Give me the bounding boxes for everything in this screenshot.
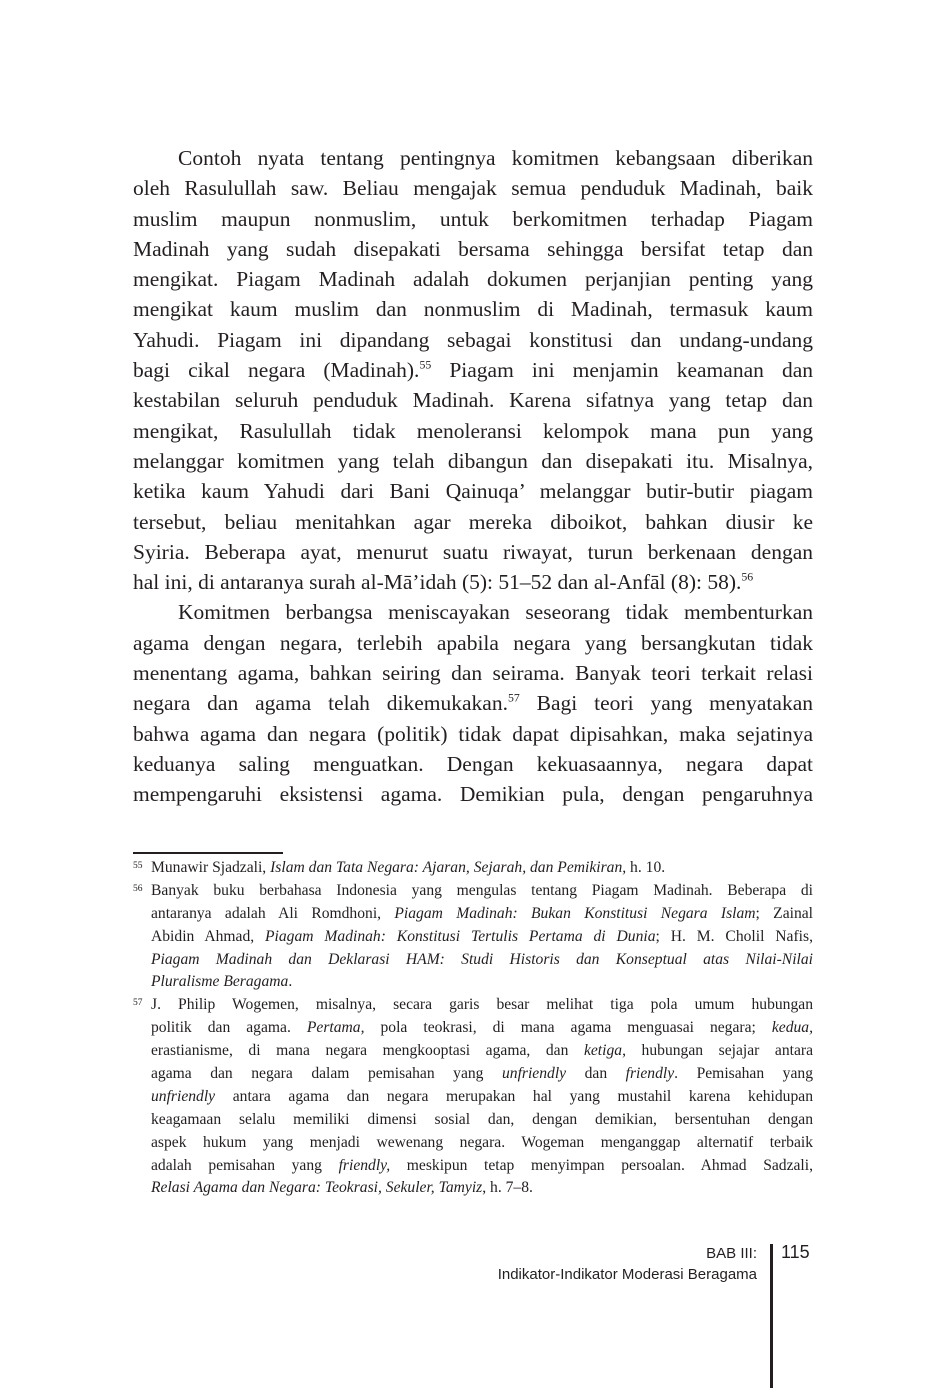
italic-title: friendly,	[338, 1156, 391, 1174]
text-run: oleh Rasulullah saw. Beliau mengajak semua penduduk Madinah, baik	[133, 176, 813, 201]
text-line	[151, 903, 813, 926]
text-run: ; H. M. Cholil Nafis,	[655, 927, 813, 945]
text-line	[151, 880, 813, 903]
footnotes	[133, 857, 813, 1200]
text-run: melanggar komitmen yang telah dibangun dan disepakati itu. Misalnya,	[133, 448, 813, 473]
text-line	[151, 1177, 813, 1200]
text-run: keduanya saling menguatkan. Dengan kekuasaannya, negara dapat	[133, 751, 813, 776]
italic-title: Piagam Madinah: Konstitusi Tertulis Pertama di Dunia	[265, 927, 656, 945]
text-run: Banyak buku berbahasa Indonesia yang mengulas tentang Piagam Madinah. Beberapa di	[151, 881, 813, 899]
text-run: Bagi teori yang menyatakan	[519, 691, 813, 716]
text-run: hal ini, di antaranya surah al-Mā’idah (5): 51–52 dan al-Anfāl (8): 58).	[133, 570, 742, 595]
footnote-reference: 55	[419, 357, 432, 372]
text-run: agama dengan negara, terlebih apabila negara yang bersangkutan tidak	[133, 630, 813, 655]
text-run: Madinah yang sudah disepakati bersama sehingga bersifat tetap dan	[133, 236, 813, 261]
footnote	[133, 994, 813, 1200]
text-run: mengikat. Piagam Madinah adalah dokumen perjanjian penting yang	[133, 267, 813, 292]
body-text	[133, 143, 813, 810]
text-line	[133, 688, 813, 718]
text-run: .	[288, 973, 293, 991]
text-run: , h. 7–8.	[482, 1179, 533, 1197]
page-number: 115	[781, 1242, 810, 1262]
text-run: keagamaan selalu memiliki dimensi sosial dan, dengan demikian, bersentuhan dengan	[151, 1110, 813, 1128]
text-run: , hubungan sejajar antara	[622, 1042, 814, 1060]
text-line	[133, 719, 813, 749]
footnote-reference: 56	[741, 569, 754, 584]
text-line	[133, 355, 813, 385]
text-run: Contoh nyata tentang pentingnya komitmen kebangsaan diberikan	[178, 146, 813, 170]
text-line	[151, 1155, 813, 1178]
text-run: mengikat, Rasulullah tidak menoleransi kelompok mana pun yang	[133, 418, 813, 443]
text-line	[133, 173, 813, 203]
text-line	[151, 857, 813, 880]
text-line	[133, 476, 813, 506]
text-line	[133, 446, 813, 476]
footnote-reference: 57	[507, 691, 520, 706]
text-run: Abidin Ahmad,	[151, 927, 266, 945]
text-run: aspek hukum yang menjadi wewenang negara. Wogeman menganggap alternatif terbaik	[151, 1133, 813, 1151]
text-run: ; Zainal	[755, 904, 814, 922]
footnote-number: 56	[133, 883, 143, 894]
text-run: mengikat kaum muslim dan nonmuslim di Madinah, termasuk kaum	[133, 297, 813, 322]
text-line	[133, 234, 813, 264]
text-line	[151, 971, 813, 994]
footnote-number: 55	[133, 861, 143, 871]
text-line	[151, 949, 813, 972]
text-run: Syiria. Beberapa ayat, menurut suatu riwayat, turun berkenaan dengan	[133, 539, 813, 564]
text-run: . Pemisahan yang	[674, 1065, 813, 1083]
text-run: bahwa agama dan negara (politik) tidak dapat dipisahkan, maka sejatinya	[133, 721, 813, 746]
text-run: Munawir Sjadzali,	[151, 859, 271, 876]
text-line	[133, 416, 813, 446]
text-line	[151, 1040, 813, 1063]
italic-title: Piagam Madinah dan Deklarasi HAM: Studi Historis dan Konseptual atas Nilai-Nilai	[151, 950, 813, 968]
footnote-number: 57	[133, 998, 143, 1009]
footnote	[133, 880, 813, 994]
text-run: menentang agama, bahkan seiring dan seirama. Banyak teori terkait relasi	[133, 661, 813, 686]
text-line	[151, 926, 813, 949]
text-line	[133, 537, 813, 567]
text-run: negara dan agama telah dikemukakan.	[133, 691, 508, 716]
text-run: muslim maupun nonmuslim, untuk berkomitmen terhadap Piagam	[133, 206, 813, 231]
italic-title: unfriendly	[501, 1065, 567, 1083]
text-run: antaranya adalah Ali Romdhoni,	[151, 904, 395, 922]
running-footer	[498, 1243, 757, 1285]
italic-title: Pluralisme Beragama	[151, 973, 289, 991]
italic-title: kedua,	[771, 1019, 813, 1037]
text-run: kestabilan seluruh penduduk Madinah. Karena sifatnya yang tetap dan	[133, 388, 813, 413]
footnote-divider	[133, 852, 283, 854]
text-line	[133, 264, 813, 294]
text-run: meskipun tetap menyimpan persoalan. Ahmad Sadzali,	[390, 1156, 813, 1174]
text-line	[133, 204, 813, 234]
text-line	[133, 325, 813, 355]
text-run: mempengaruhi eksistensi agama. Demikian pula, dengan pengaruhnya	[133, 782, 813, 807]
chapter-label: BAB III:	[706, 1245, 757, 1262]
italic-title: friendly	[625, 1065, 675, 1083]
text-run: J. Philip Wogemen, misalnya, secara garis besar melihat tiga pola umum hubungan	[151, 996, 813, 1014]
text-line	[133, 779, 813, 809]
text-run: dan	[566, 1065, 626, 1083]
text-line	[133, 385, 813, 415]
italic-title: Islam dan Tata Negara: Ajaran, Sejarah, dan Pemikiran,	[270, 859, 627, 876]
text-line	[133, 658, 813, 688]
text-line	[133, 143, 813, 173]
italic-title: unfriendly	[151, 1087, 216, 1105]
text-run: tersebut, beliau menitahkan agar mereka diboikot, bahkan diusir ke	[133, 509, 813, 534]
text-line	[133, 597, 813, 627]
text-run: agama dan negara dalam pemisahan yang	[151, 1065, 502, 1083]
footnote	[133, 857, 813, 880]
text-run: ketika kaum Yahudi dari Bani Qainuqa’ melanggar butir-butir piagam	[133, 479, 813, 504]
text-run: pola teokrasi, di mana agama menguasai negara;	[364, 1019, 772, 1037]
text-run: erastianisme, di mana negara mengkooptasi agama, dan	[151, 1042, 584, 1060]
text-line	[133, 507, 813, 537]
text-run: adalah pemisahan yang	[151, 1156, 339, 1174]
italic-title: Relasi Agama dan Negara: Teokrasi, Sekuler, Tamyiz	[151, 1179, 483, 1197]
text-line	[133, 567, 813, 597]
footer-divider	[770, 1244, 773, 1388]
text-line	[151, 1109, 813, 1132]
text-line	[133, 628, 813, 658]
text-run: bagi cikal negara (Madinah).	[133, 358, 420, 383]
text-line	[133, 294, 813, 324]
text-run: politik dan agama.	[151, 1019, 307, 1037]
text-line	[151, 1132, 813, 1155]
text-run: Piagam ini menjamin keamanan dan	[431, 358, 813, 383]
text-line	[151, 1017, 813, 1040]
text-line	[133, 749, 813, 779]
text-run: antara agama dan negara merupakan hal yang mustahil karena kehidupan	[215, 1087, 813, 1105]
italic-title: Pertama,	[306, 1019, 365, 1037]
text-run: Komitmen berbangsa meniscayakan seseorang tidak membenturkan	[178, 600, 813, 625]
text-line	[151, 1063, 813, 1086]
text-line	[151, 1086, 813, 1109]
italic-title: ketiga	[583, 1042, 623, 1060]
italic-title: Piagam Madinah: Bukan Konstitusi Negara Islam	[394, 904, 756, 922]
chapter-title: Indikator-Indikator Moderasi Beragama	[497, 1266, 757, 1283]
text-run: Yahudi. Piagam ini dipandang sebagai konstitusi dan undang-undang	[133, 327, 813, 352]
text-line	[151, 994, 813, 1017]
text-run: h. 10.	[626, 859, 666, 876]
